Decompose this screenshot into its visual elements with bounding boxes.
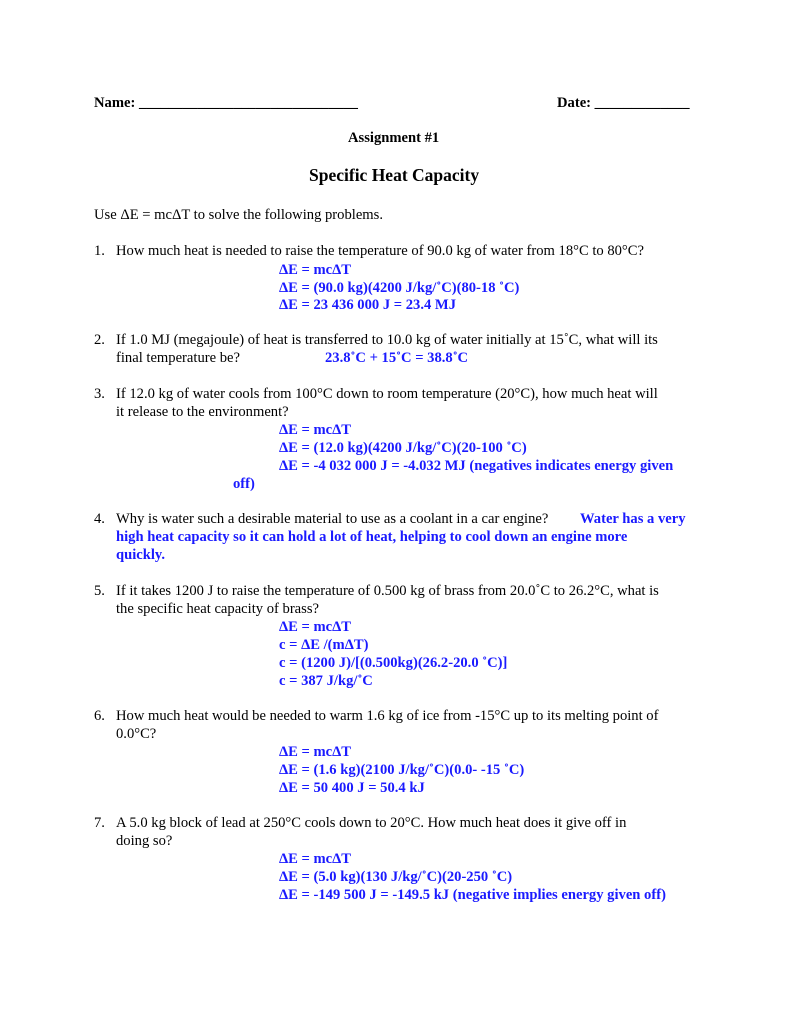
question-3-text: it release to the environment? [116, 404, 289, 420]
question-1-answer-line: ΔE = 23 436 000 J = 23.4 MJ [279, 297, 456, 313]
question-6-text: 0.0°C? [116, 726, 157, 742]
question-5-text: the specific heat capacity of brass? [116, 601, 319, 617]
question-2-answer-line: 23.8˚C + 15˚C = 38.8˚C [325, 350, 469, 366]
question-1-answer-line: ΔE = (90.0 kg)(4200 J/kg/˚C)(80-18 ˚C) [279, 280, 520, 296]
question-6-answer-line: ΔE = (1.6 kg)(2100 J/kg/˚C)(0.0- -15 ˚C) [279, 762, 525, 778]
name-field-label: Name: ______________________________ [94, 95, 358, 111]
question-5-answer-line: ΔE = mcΔT [279, 619, 352, 635]
question-5-answer-line: c = ΔE /(mΔT) [279, 637, 369, 653]
question-2-text: If 1.0 MJ (megajoule) of heat is transferred to 10.0 kg of water initially at 15˚C, what will its [116, 332, 658, 348]
question-7-number: 7. [94, 815, 105, 831]
question-3-answer-line: ΔE = -4 032 000 J = -4.032 MJ (negatives indicates energy given [279, 458, 674, 474]
page-title: Specific Heat Capacity [309, 165, 480, 185]
question-4-text: Why is water such a desirable material to use as a coolant in a car engine? [116, 511, 549, 527]
question-5-answer-line: c = (1200 J)/[(0.500kg)(26.2-20.0 ˚C)] [279, 655, 508, 671]
question-6-answer-line: ΔE = 50 400 J = 50.4 kJ [279, 780, 425, 796]
question-4-answer-line: Water has a very [580, 511, 686, 527]
question-6-number: 6. [94, 708, 105, 724]
assignment-label: Assignment #1 [348, 130, 440, 146]
question-5-number: 5. [94, 583, 105, 599]
question-4-answer-line: quickly. [116, 547, 166, 563]
question-5-text: If it takes 1200 J to raise the temperature of 0.500 kg of brass from 20.0˚C to 26.2°C, what is [116, 583, 659, 599]
question-7-answer-line: ΔE = mcΔT [279, 851, 352, 867]
question-4-answer-line: high heat capacity so it can hold a lot of heat, helping to cool down an engine more [116, 529, 628, 545]
question-7-answer-line: ΔE = (5.0 kg)(130 J/kg/˚C)(20-250 ˚C) [279, 869, 513, 885]
question-6-answer-line: ΔE = mcΔT [279, 744, 352, 760]
question-3-answer-line: off) [233, 476, 255, 492]
question-7-text: A 5.0 kg block of lead at 250°C cools down to 20°C. How much heat does it give off in [116, 815, 627, 831]
question-3-text: If 12.0 kg of water cools from 100°C down to room temperature (20°C), how much heat will [116, 386, 658, 402]
date-field-label: Date: _____________ [557, 95, 690, 111]
question-4-number: 4. [94, 511, 105, 527]
question-1-text: How much heat is needed to raise the temperature of 90.0 kg of water from 18°C to 80°C? [116, 243, 644, 259]
question-7-answer-line: ΔE = -149 500 J = -149.5 kJ (negative implies energy given off) [279, 887, 666, 903]
question-1-number: 1. [94, 243, 105, 259]
question-2-text: final temperature be? [116, 350, 240, 366]
question-3-answer-line: ΔE = (12.0 kg)(4200 J/kg/˚C)(20-100 ˚C) [279, 440, 527, 456]
question-3-number: 3. [94, 386, 105, 402]
question-3-answer-line: ΔE = mcΔT [279, 422, 352, 438]
question-2-number: 2. [94, 332, 105, 348]
question-7-text: doing so? [116, 833, 173, 849]
question-1-answer-line: ΔE = mcΔT [279, 262, 352, 278]
question-6-text: How much heat would be needed to warm 1.6 kg of ice from -15°C up to its melting point of [116, 708, 659, 724]
instructions: Use ΔE = mcΔT to solve the following problems. [94, 207, 383, 223]
question-5-answer-line: c = 387 J/kg/˚C [279, 673, 373, 689]
